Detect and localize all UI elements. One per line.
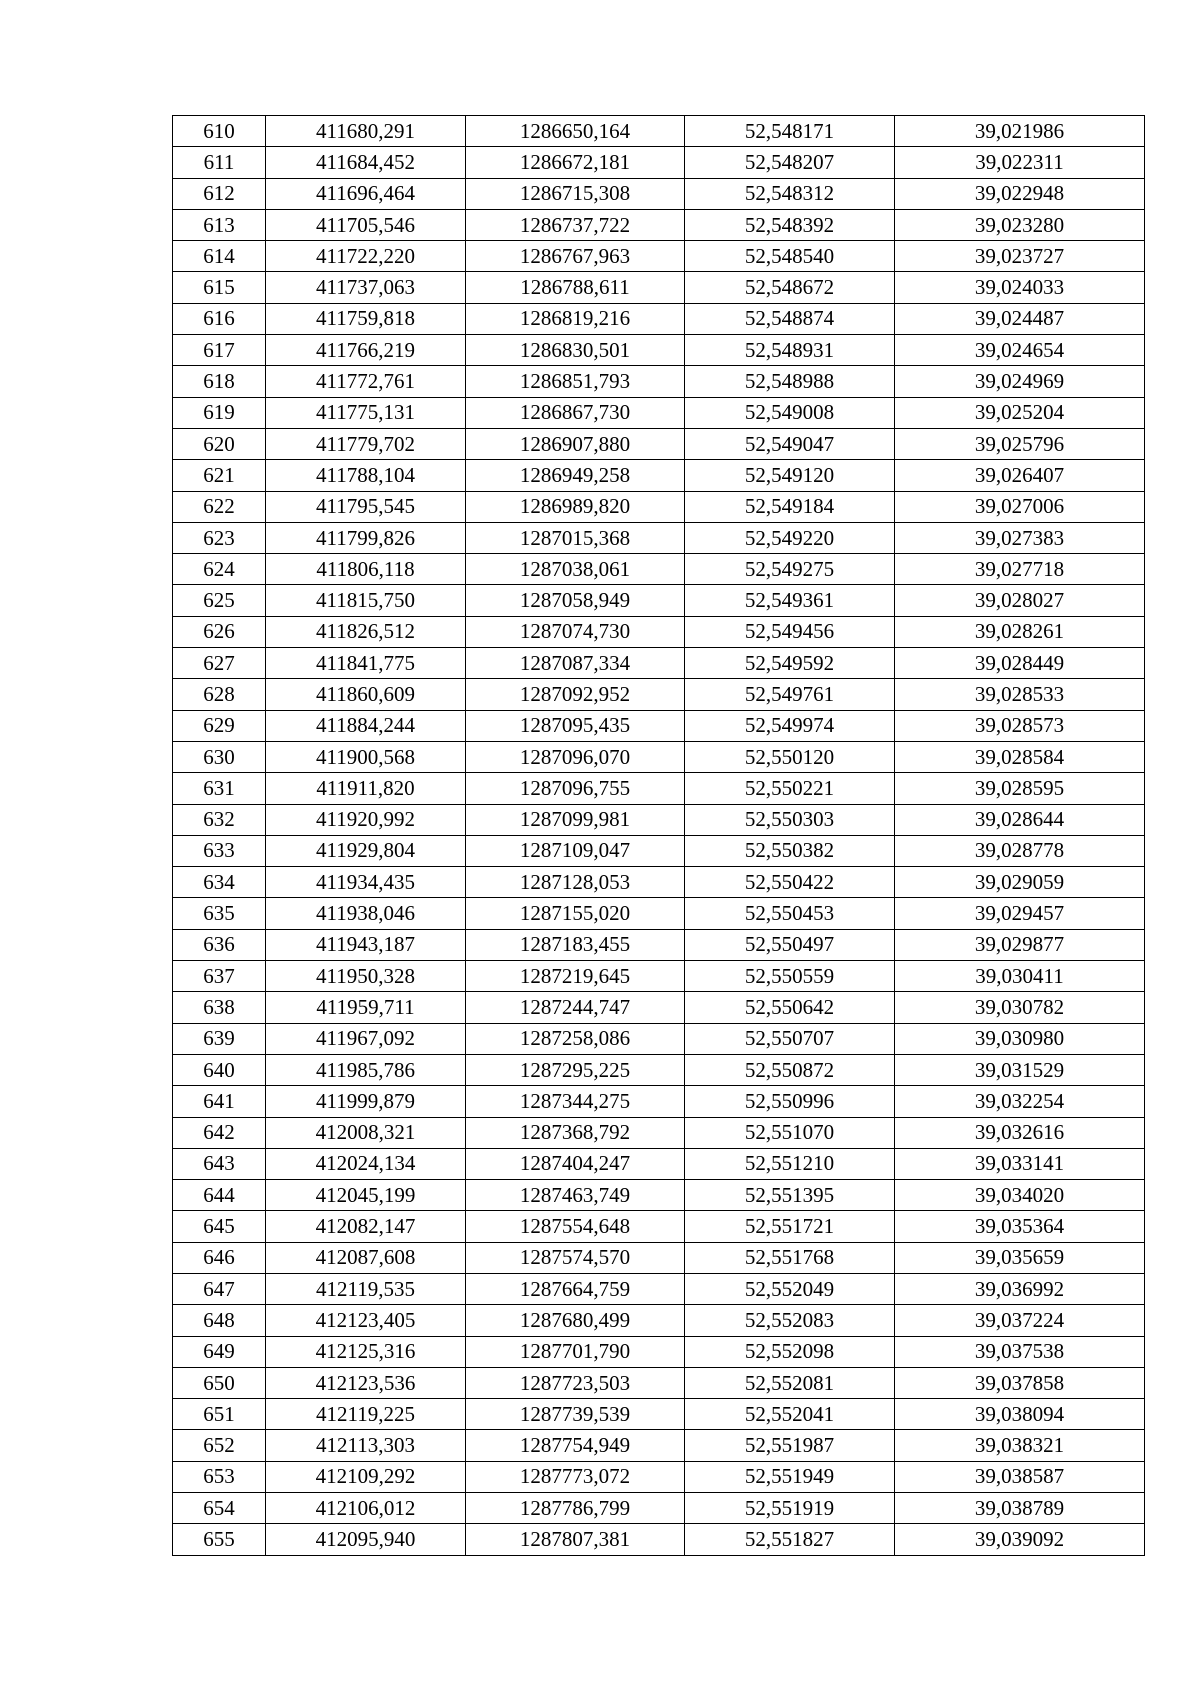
y-coordinate-cell: 1286737,722	[466, 209, 685, 240]
table-row	[173, 1023, 1145, 1054]
table-row	[173, 585, 1145, 616]
longitude-cell: 39,036992	[895, 1273, 1145, 1304]
x-coordinate-cell: 412125,316	[266, 1336, 466, 1367]
point-number-cell: 625	[173, 585, 266, 616]
table-row	[173, 554, 1145, 585]
point-number-cell: 652	[173, 1430, 266, 1461]
point-number-cell: 642	[173, 1117, 266, 1148]
latitude-cell: 52,550120	[685, 741, 895, 772]
latitude-cell: 52,549974	[685, 710, 895, 741]
y-coordinate-cell: 1286989,820	[466, 491, 685, 522]
table-row	[173, 648, 1145, 679]
longitude-cell: 39,027383	[895, 522, 1145, 553]
x-coordinate-cell: 412119,225	[266, 1399, 466, 1430]
latitude-cell: 52,552083	[685, 1305, 895, 1336]
y-coordinate-cell: 1287773,072	[466, 1461, 685, 1492]
point-number-cell: 620	[173, 428, 266, 459]
point-number-cell: 613	[173, 209, 266, 240]
y-coordinate-cell: 1287404,247	[466, 1148, 685, 1179]
y-coordinate-cell: 1287368,792	[466, 1117, 685, 1148]
latitude-cell: 52,549120	[685, 460, 895, 491]
point-number-cell: 655	[173, 1524, 266, 1555]
table-row	[173, 1117, 1145, 1148]
latitude-cell: 52,549592	[685, 648, 895, 679]
x-coordinate-cell: 411934,435	[266, 867, 466, 898]
x-coordinate-cell: 411722,220	[266, 241, 466, 272]
point-number-cell: 646	[173, 1242, 266, 1273]
y-coordinate-cell: 1287739,539	[466, 1399, 685, 1430]
point-number-cell: 626	[173, 616, 266, 647]
point-number-cell: 628	[173, 679, 266, 710]
table-row	[173, 1367, 1145, 1398]
y-coordinate-cell: 1287295,225	[466, 1054, 685, 1085]
y-coordinate-cell: 1287463,749	[466, 1180, 685, 1211]
longitude-cell: 39,038789	[895, 1493, 1145, 1524]
latitude-cell: 52,548171	[685, 116, 895, 147]
latitude-cell: 52,550707	[685, 1023, 895, 1054]
latitude-cell: 52,549008	[685, 397, 895, 428]
longitude-cell: 39,029877	[895, 929, 1145, 960]
x-coordinate-cell: 412109,292	[266, 1461, 466, 1492]
longitude-cell: 39,035364	[895, 1211, 1145, 1242]
longitude-cell: 39,032254	[895, 1086, 1145, 1117]
y-coordinate-cell: 1286851,793	[466, 366, 685, 397]
table-row	[173, 1086, 1145, 1117]
longitude-cell: 39,028449	[895, 648, 1145, 679]
x-coordinate-cell: 412087,608	[266, 1242, 466, 1273]
y-coordinate-cell: 1287244,747	[466, 992, 685, 1023]
table-row	[173, 1273, 1145, 1304]
table-row	[173, 397, 1145, 428]
table-row	[173, 1524, 1145, 1555]
longitude-cell: 39,031529	[895, 1054, 1145, 1085]
x-coordinate-cell: 411959,711	[266, 992, 466, 1023]
latitude-cell: 52,548540	[685, 241, 895, 272]
x-coordinate-cell: 411929,804	[266, 835, 466, 866]
x-coordinate-cell: 412119,535	[266, 1273, 466, 1304]
y-coordinate-cell: 1287183,455	[466, 929, 685, 960]
point-number-cell: 637	[173, 961, 266, 992]
x-coordinate-cell: 411779,702	[266, 428, 466, 459]
longitude-cell: 39,037224	[895, 1305, 1145, 1336]
y-coordinate-cell: 1287095,435	[466, 710, 685, 741]
latitude-cell: 52,552049	[685, 1273, 895, 1304]
x-coordinate-cell: 411826,512	[266, 616, 466, 647]
latitude-cell: 52,550497	[685, 929, 895, 960]
table-row	[173, 1180, 1145, 1211]
y-coordinate-cell: 1287109,047	[466, 835, 685, 866]
y-coordinate-cell: 1287723,503	[466, 1367, 685, 1398]
y-coordinate-cell: 1287087,334	[466, 648, 685, 679]
longitude-cell: 39,025204	[895, 397, 1145, 428]
longitude-cell: 39,038587	[895, 1461, 1145, 1492]
table-row	[173, 898, 1145, 929]
longitude-cell: 39,028595	[895, 773, 1145, 804]
latitude-cell: 52,550453	[685, 898, 895, 929]
table-row	[173, 1461, 1145, 1492]
point-number-cell: 636	[173, 929, 266, 960]
table-row	[173, 1336, 1145, 1367]
x-coordinate-cell: 411938,046	[266, 898, 466, 929]
table-row	[173, 1211, 1145, 1242]
table-row	[173, 335, 1145, 366]
point-number-cell: 641	[173, 1086, 266, 1117]
x-coordinate-cell: 412106,012	[266, 1493, 466, 1524]
x-coordinate-cell: 411772,761	[266, 366, 466, 397]
y-coordinate-cell: 1287219,645	[466, 961, 685, 992]
y-coordinate-cell: 1287096,070	[466, 741, 685, 772]
longitude-cell: 39,022311	[895, 147, 1145, 178]
y-coordinate-cell: 1286767,963	[466, 241, 685, 272]
point-number-cell: 640	[173, 1054, 266, 1085]
table-row	[173, 491, 1145, 522]
y-coordinate-cell: 1286907,880	[466, 428, 685, 459]
point-number-cell: 616	[173, 303, 266, 334]
y-coordinate-cell: 1287074,730	[466, 616, 685, 647]
point-number-cell: 627	[173, 648, 266, 679]
latitude-cell: 52,552098	[685, 1336, 895, 1367]
y-coordinate-cell: 1287664,759	[466, 1273, 685, 1304]
longitude-cell: 39,028573	[895, 710, 1145, 741]
latitude-cell: 52,552081	[685, 1367, 895, 1398]
latitude-cell: 52,548874	[685, 303, 895, 334]
y-coordinate-cell: 1287807,381	[466, 1524, 685, 1555]
y-coordinate-cell: 1287680,499	[466, 1305, 685, 1336]
longitude-cell: 39,035659	[895, 1242, 1145, 1273]
x-coordinate-cell: 411911,820	[266, 773, 466, 804]
point-number-cell: 615	[173, 272, 266, 303]
table-row	[173, 366, 1145, 397]
longitude-cell: 39,025796	[895, 428, 1145, 459]
table-row	[173, 804, 1145, 835]
longitude-cell: 39,024487	[895, 303, 1145, 334]
latitude-cell: 52,548988	[685, 366, 895, 397]
y-coordinate-cell: 1286830,501	[466, 335, 685, 366]
y-coordinate-cell: 1287258,086	[466, 1023, 685, 1054]
x-coordinate-cell: 411759,818	[266, 303, 466, 334]
latitude-cell: 52,550559	[685, 961, 895, 992]
point-number-cell: 639	[173, 1023, 266, 1054]
table-row	[173, 116, 1145, 147]
longitude-cell: 39,030782	[895, 992, 1145, 1023]
longitude-cell: 39,027006	[895, 491, 1145, 522]
x-coordinate-cell: 411815,750	[266, 585, 466, 616]
y-coordinate-cell: 1287015,368	[466, 522, 685, 553]
latitude-cell: 52,549184	[685, 491, 895, 522]
table-row	[173, 961, 1145, 992]
point-number-cell: 612	[173, 178, 266, 209]
x-coordinate-cell: 411775,131	[266, 397, 466, 428]
longitude-cell: 39,038094	[895, 1399, 1145, 1430]
table-row	[173, 303, 1145, 334]
point-number-cell: 648	[173, 1305, 266, 1336]
table-row	[173, 741, 1145, 772]
latitude-cell: 52,548207	[685, 147, 895, 178]
table-row	[173, 867, 1145, 898]
y-coordinate-cell: 1286788,611	[466, 272, 685, 303]
point-number-cell: 650	[173, 1367, 266, 1398]
point-number-cell: 644	[173, 1180, 266, 1211]
latitude-cell: 52,550303	[685, 804, 895, 835]
point-number-cell: 623	[173, 522, 266, 553]
x-coordinate-cell: 411920,992	[266, 804, 466, 835]
x-coordinate-cell: 411806,118	[266, 554, 466, 585]
longitude-cell: 39,023727	[895, 241, 1145, 272]
latitude-cell: 52,551919	[685, 1493, 895, 1524]
y-coordinate-cell: 1287128,053	[466, 867, 685, 898]
longitude-cell: 39,028584	[895, 741, 1145, 772]
y-coordinate-cell: 1287155,020	[466, 898, 685, 929]
point-number-cell: 622	[173, 491, 266, 522]
table-row	[173, 773, 1145, 804]
point-number-cell: 649	[173, 1336, 266, 1367]
latitude-cell: 52,549047	[685, 428, 895, 459]
x-coordinate-cell: 411950,328	[266, 961, 466, 992]
table-row	[173, 460, 1145, 491]
y-coordinate-cell: 1287344,275	[466, 1086, 685, 1117]
y-coordinate-cell: 1287754,949	[466, 1430, 685, 1461]
latitude-cell: 52,550642	[685, 992, 895, 1023]
x-coordinate-cell: 411737,063	[266, 272, 466, 303]
latitude-cell: 52,551210	[685, 1148, 895, 1179]
point-number-cell: 632	[173, 804, 266, 835]
point-number-cell: 610	[173, 116, 266, 147]
table-row	[173, 209, 1145, 240]
table-row	[173, 1399, 1145, 1430]
point-number-cell: 635	[173, 898, 266, 929]
x-coordinate-cell: 412082,147	[266, 1211, 466, 1242]
y-coordinate-cell: 1286672,181	[466, 147, 685, 178]
y-coordinate-cell: 1287554,648	[466, 1211, 685, 1242]
longitude-cell: 39,028533	[895, 679, 1145, 710]
y-coordinate-cell: 1287786,799	[466, 1493, 685, 1524]
longitude-cell: 39,028778	[895, 835, 1145, 866]
longitude-cell: 39,021986	[895, 116, 1145, 147]
y-coordinate-cell: 1287099,981	[466, 804, 685, 835]
point-number-cell: 618	[173, 366, 266, 397]
table-row	[173, 1493, 1145, 1524]
longitude-cell: 39,023280	[895, 209, 1145, 240]
point-number-cell: 643	[173, 1148, 266, 1179]
x-coordinate-cell: 411900,568	[266, 741, 466, 772]
point-number-cell: 624	[173, 554, 266, 585]
x-coordinate-cell: 411967,092	[266, 1023, 466, 1054]
longitude-cell: 39,028261	[895, 616, 1145, 647]
table-row	[173, 241, 1145, 272]
x-coordinate-cell: 412113,303	[266, 1430, 466, 1461]
y-coordinate-cell: 1286949,258	[466, 460, 685, 491]
latitude-cell: 52,549361	[685, 585, 895, 616]
latitude-cell: 52,552041	[685, 1399, 895, 1430]
latitude-cell: 52,551827	[685, 1524, 895, 1555]
point-number-cell: 654	[173, 1493, 266, 1524]
longitude-cell: 39,024654	[895, 335, 1145, 366]
x-coordinate-cell: 412024,134	[266, 1148, 466, 1179]
x-coordinate-cell: 412123,405	[266, 1305, 466, 1336]
y-coordinate-cell: 1286715,308	[466, 178, 685, 209]
x-coordinate-cell: 411684,452	[266, 147, 466, 178]
y-coordinate-cell: 1287038,061	[466, 554, 685, 585]
y-coordinate-cell: 1286819,216	[466, 303, 685, 334]
longitude-cell: 39,030411	[895, 961, 1145, 992]
x-coordinate-cell: 411884,244	[266, 710, 466, 741]
y-coordinate-cell: 1286867,730	[466, 397, 685, 428]
table-row	[173, 522, 1145, 553]
point-number-cell: 631	[173, 773, 266, 804]
latitude-cell: 52,551949	[685, 1461, 895, 1492]
y-coordinate-cell: 1287574,570	[466, 1242, 685, 1273]
table-row	[173, 272, 1145, 303]
latitude-cell: 52,550996	[685, 1086, 895, 1117]
longitude-cell: 39,030980	[895, 1023, 1145, 1054]
longitude-cell: 39,038321	[895, 1430, 1145, 1461]
table-row	[173, 1305, 1145, 1336]
longitude-cell: 39,028644	[895, 804, 1145, 835]
table-row	[173, 679, 1145, 710]
longitude-cell: 39,037538	[895, 1336, 1145, 1367]
longitude-cell: 39,029059	[895, 867, 1145, 898]
x-coordinate-cell: 412095,940	[266, 1524, 466, 1555]
coordinates-table	[172, 115, 1145, 1556]
x-coordinate-cell: 411696,464	[266, 178, 466, 209]
x-coordinate-cell: 411999,879	[266, 1086, 466, 1117]
table-row	[173, 835, 1145, 866]
point-number-cell: 633	[173, 835, 266, 866]
longitude-cell: 39,029457	[895, 898, 1145, 929]
latitude-cell: 52,549761	[685, 679, 895, 710]
coordinates-table-body	[173, 116, 1145, 1556]
longitude-cell: 39,027718	[895, 554, 1145, 585]
latitude-cell: 52,550872	[685, 1054, 895, 1085]
longitude-cell: 39,028027	[895, 585, 1145, 616]
x-coordinate-cell: 412123,536	[266, 1367, 466, 1398]
x-coordinate-cell: 411766,219	[266, 335, 466, 366]
latitude-cell: 52,548672	[685, 272, 895, 303]
y-coordinate-cell: 1287092,952	[466, 679, 685, 710]
table-row	[173, 992, 1145, 1023]
point-number-cell: 638	[173, 992, 266, 1023]
point-number-cell: 621	[173, 460, 266, 491]
table-row	[173, 616, 1145, 647]
latitude-cell: 52,550382	[685, 835, 895, 866]
latitude-cell: 52,549456	[685, 616, 895, 647]
latitude-cell: 52,551070	[685, 1117, 895, 1148]
table-row	[173, 428, 1145, 459]
x-coordinate-cell: 411943,187	[266, 929, 466, 960]
point-number-cell: 630	[173, 741, 266, 772]
latitude-cell: 52,550422	[685, 867, 895, 898]
longitude-cell: 39,037858	[895, 1367, 1145, 1398]
x-coordinate-cell: 411705,546	[266, 209, 466, 240]
longitude-cell: 39,024969	[895, 366, 1145, 397]
point-number-cell: 611	[173, 147, 266, 178]
table-row	[173, 1242, 1145, 1273]
point-number-cell: 617	[173, 335, 266, 366]
latitude-cell: 52,551768	[685, 1242, 895, 1273]
table-row	[173, 929, 1145, 960]
table-row	[173, 1430, 1145, 1461]
latitude-cell: 52,551395	[685, 1180, 895, 1211]
latitude-cell: 52,548931	[685, 335, 895, 366]
x-coordinate-cell: 411860,609	[266, 679, 466, 710]
longitude-cell: 39,033141	[895, 1148, 1145, 1179]
x-coordinate-cell: 412008,321	[266, 1117, 466, 1148]
table-row	[173, 1054, 1145, 1085]
point-number-cell: 651	[173, 1399, 266, 1430]
y-coordinate-cell: 1287058,949	[466, 585, 685, 616]
table-row	[173, 147, 1145, 178]
point-number-cell: 647	[173, 1273, 266, 1304]
latitude-cell: 52,551721	[685, 1211, 895, 1242]
longitude-cell: 39,039092	[895, 1524, 1145, 1555]
latitude-cell: 52,548392	[685, 209, 895, 240]
point-number-cell: 629	[173, 710, 266, 741]
table-row	[173, 710, 1145, 741]
latitude-cell: 52,549220	[685, 522, 895, 553]
point-number-cell: 653	[173, 1461, 266, 1492]
longitude-cell: 39,022948	[895, 178, 1145, 209]
table-row	[173, 1148, 1145, 1179]
y-coordinate-cell: 1286650,164	[466, 116, 685, 147]
longitude-cell: 39,034020	[895, 1180, 1145, 1211]
x-coordinate-cell: 411788,104	[266, 460, 466, 491]
latitude-cell: 52,549275	[685, 554, 895, 585]
x-coordinate-cell: 411795,545	[266, 491, 466, 522]
y-coordinate-cell: 1287096,755	[466, 773, 685, 804]
latitude-cell: 52,550221	[685, 773, 895, 804]
x-coordinate-cell: 411799,826	[266, 522, 466, 553]
x-coordinate-cell: 411985,786	[266, 1054, 466, 1085]
x-coordinate-cell: 411680,291	[266, 116, 466, 147]
x-coordinate-cell: 412045,199	[266, 1180, 466, 1211]
table-row	[173, 178, 1145, 209]
point-number-cell: 619	[173, 397, 266, 428]
longitude-cell: 39,026407	[895, 460, 1145, 491]
point-number-cell: 645	[173, 1211, 266, 1242]
longitude-cell: 39,024033	[895, 272, 1145, 303]
x-coordinate-cell: 411841,775	[266, 648, 466, 679]
longitude-cell: 39,032616	[895, 1117, 1145, 1148]
point-number-cell: 634	[173, 867, 266, 898]
latitude-cell: 52,551987	[685, 1430, 895, 1461]
y-coordinate-cell: 1287701,790	[466, 1336, 685, 1367]
latitude-cell: 52,548312	[685, 178, 895, 209]
point-number-cell: 614	[173, 241, 266, 272]
